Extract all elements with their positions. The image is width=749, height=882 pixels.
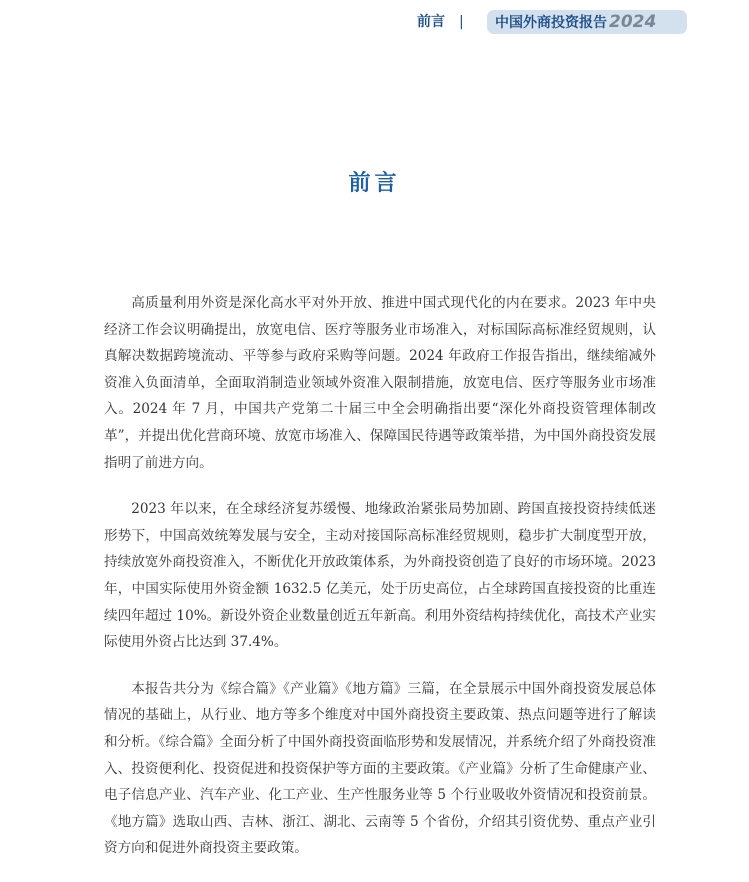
running-header: [0, 10, 749, 34]
report-year: 2024: [609, 12, 657, 32]
paragraph-1: 高质量利用外资是深化高水平对外开放、推进中国式现代化的内在要求。2023 年中央经济工作会议明确提出，放宽电信、医疗等服务业市场准入，对标国际高标准经贸规则，认真解决数据跨境流动、平等参与政府采购等问题。2024 年政府工作报告指出，继续缩减外资准入负面清单，全面取消制造业领域外资准入限制措施，放宽电信、医疗等服务业市场准入。2024 年 7 月，中国共产党第二十届三中全会明确指出要“深化外商投资管理体制改革”，并提出优化营商环境、放宽市场准入、保障国民待遇等政策举措，为中国外商投资发展指明了前进方向。: [104, 295, 656, 471]
paragraph-2: 2023 年以来，在全球经济复苏缓慢、地缘政治紧张局势加剧、跨国直接投资持续低迷形势下，中国高效统筹发展与安全，主动对接国际高标准经贸规则，稳步扩大制度型开放，持续放宽外商投资准入，不断优化开放政策体系，为外商投资创造了良好的市场环境。2023 年，中国实际使用外资金额 1632.5 亿美元，处于历史高位，占全球跨国直接投资的比重连续四年超过 10%。新设外资企业数量创近五年新高。利用外资结构持续优化，高技术产业实际使用外资占比达到 37.4%。: [104, 501, 656, 651]
page-title: 前言: [348, 171, 401, 196]
header-separator: |: [459, 14, 464, 30]
body-text: [104, 290, 656, 882]
paragraph-3: 本报告共分为《综合篇》《产业篇》《地方篇》三篇，在全景展示中国外商投资发展总体情况的基础上，从行业、地方等多个维度对中国外商投资主要政策、热点问题等进行了解读和分析。《综合篇》全面分析了中国外商投资面临形势和发展情况，并系统介绍了外商投资准入、投资便利化、投资促进和投资保护等方面的主要政策。《产业篇》分析了生命健康产业、电子信息产业、汽车产业、化工产业、生产性服务业等 5 个行业吸收外资情况和投资前景。《地方篇》选取山西、吉林、浙江、湖北、云南等 5 个省份，介绍其引资优势、重点产业引资方向和促进外商投资主要政策。: [104, 680, 656, 857]
header-section-label: 前言: [417, 14, 445, 30]
report-title-badge: [487, 10, 687, 34]
report-title: 中国外商投资报告: [495, 15, 607, 31]
